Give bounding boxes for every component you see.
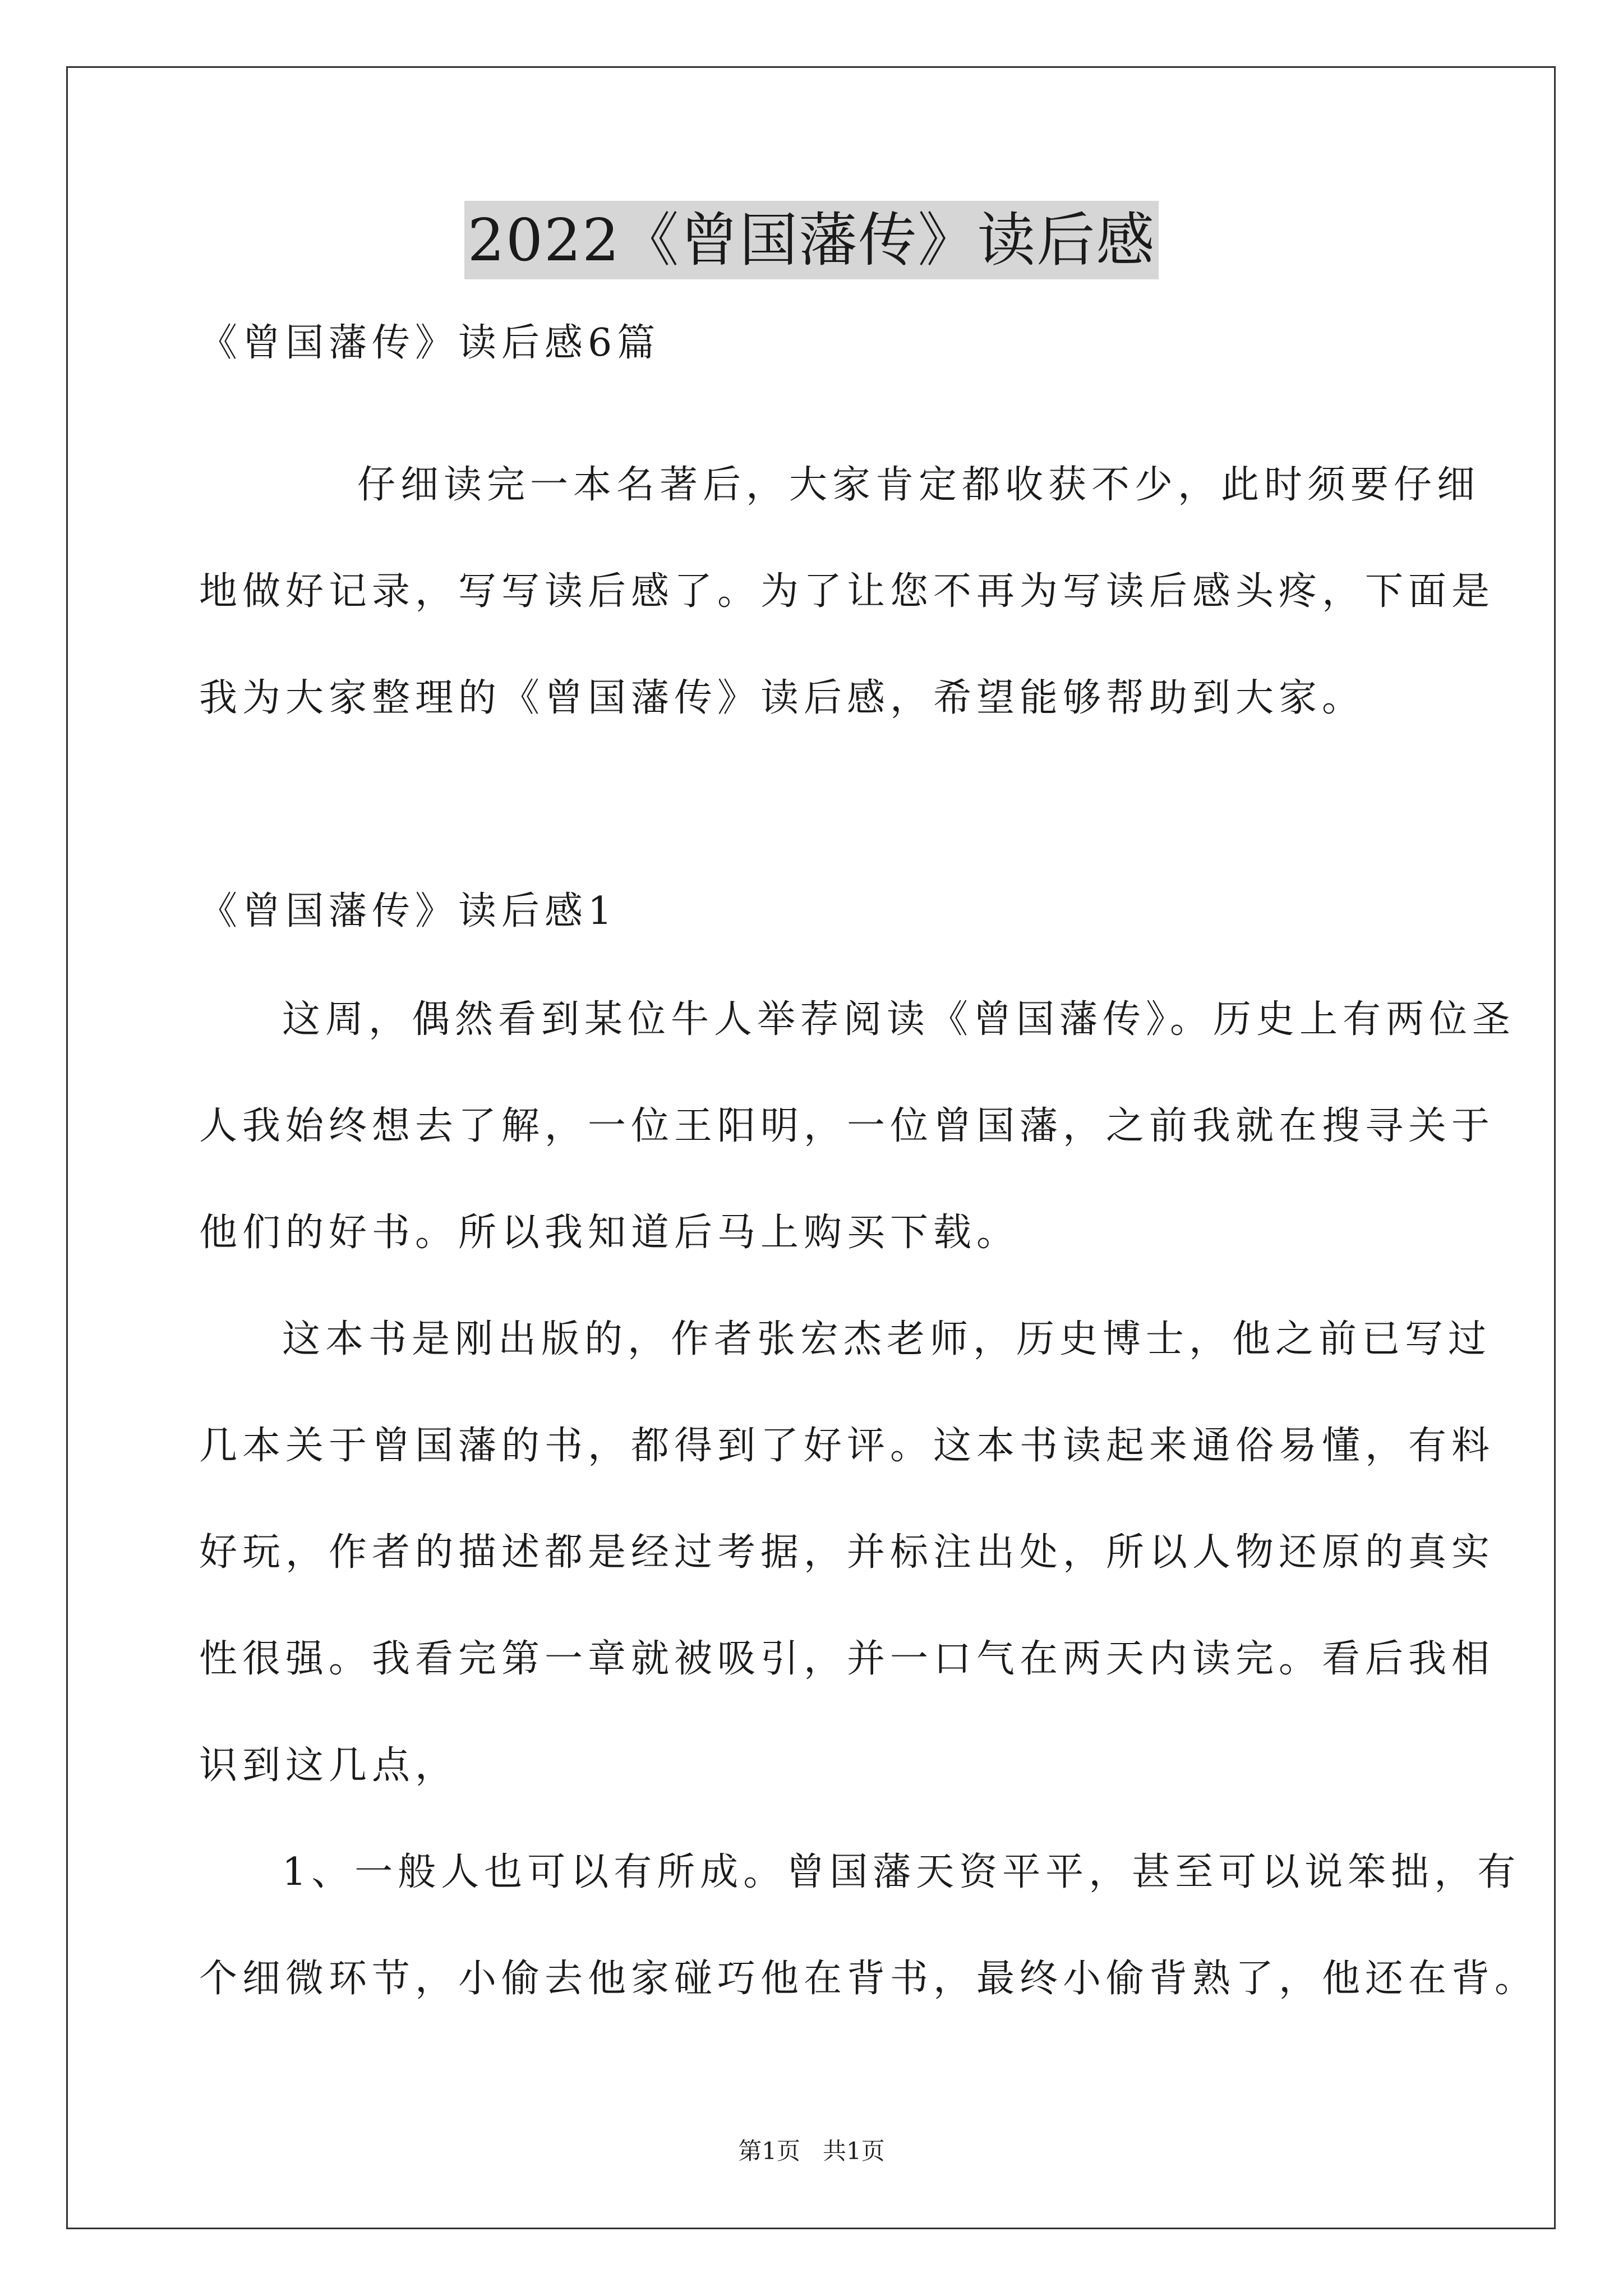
title-container <box>0 201 1623 279</box>
body-line: 这周，偶然看到某位牛人举荐阅读《曾国藩传》。历史上有两位圣 <box>282 997 1516 1042</box>
body-line: 他们的好书。所以我知道后马上购买下载。 <box>199 1211 1020 1255</box>
page-footer: 第1页 共1页 <box>738 2137 885 2165</box>
document-title: 2022《曾国藩传》读后感 <box>464 201 1159 279</box>
body-line: 1、一般人也可以有所成。曾国藩天资平平，甚至可以说笨拙，有 <box>282 1850 1521 1894</box>
body-line: 人我始终想去了解，一位王阳明，一位曾国藩，之前我就在搜寻关于 <box>199 1104 1495 1148</box>
document-subtitle: 《曾国藩传》读后感6篇 <box>199 321 661 365</box>
body-line: 个细微环节，小偷去他家碰巧他在背书，最终小偷背熟了，他还在背。 <box>199 1957 1538 2001</box>
intro-line: 仔细读完一本名著后，大家肯定都收获不少，此时须要仔细 <box>357 463 1481 507</box>
body-line: 这本书是刚出版的，作者张宏杰老师，历史博士，他之前已写过 <box>282 1317 1492 1361</box>
intro-line: 地做好记录，写写读后感了。为了让您不再为写读后感头疼，下面是 <box>199 569 1495 614</box>
body-line: 性很强。我看完第一章就被吸引，并一口气在两天内读完。看后我相 <box>199 1637 1495 1681</box>
body-line: 识到这几点， <box>199 1743 459 1788</box>
section-heading: 《曾国藩传》读后感1 <box>199 889 617 933</box>
intro-line: 我为大家整理的《曾国藩传》读后感，希望能够帮助到大家。 <box>199 676 1366 720</box>
body-line: 几本关于曾国藩的书，都得到了好评。这本书读起来通俗易懂，有料 <box>199 1424 1495 1468</box>
body-line: 好玩，作者的描述都是经过考据，并标注出处，所以人物还原的真实 <box>199 1530 1495 1575</box>
